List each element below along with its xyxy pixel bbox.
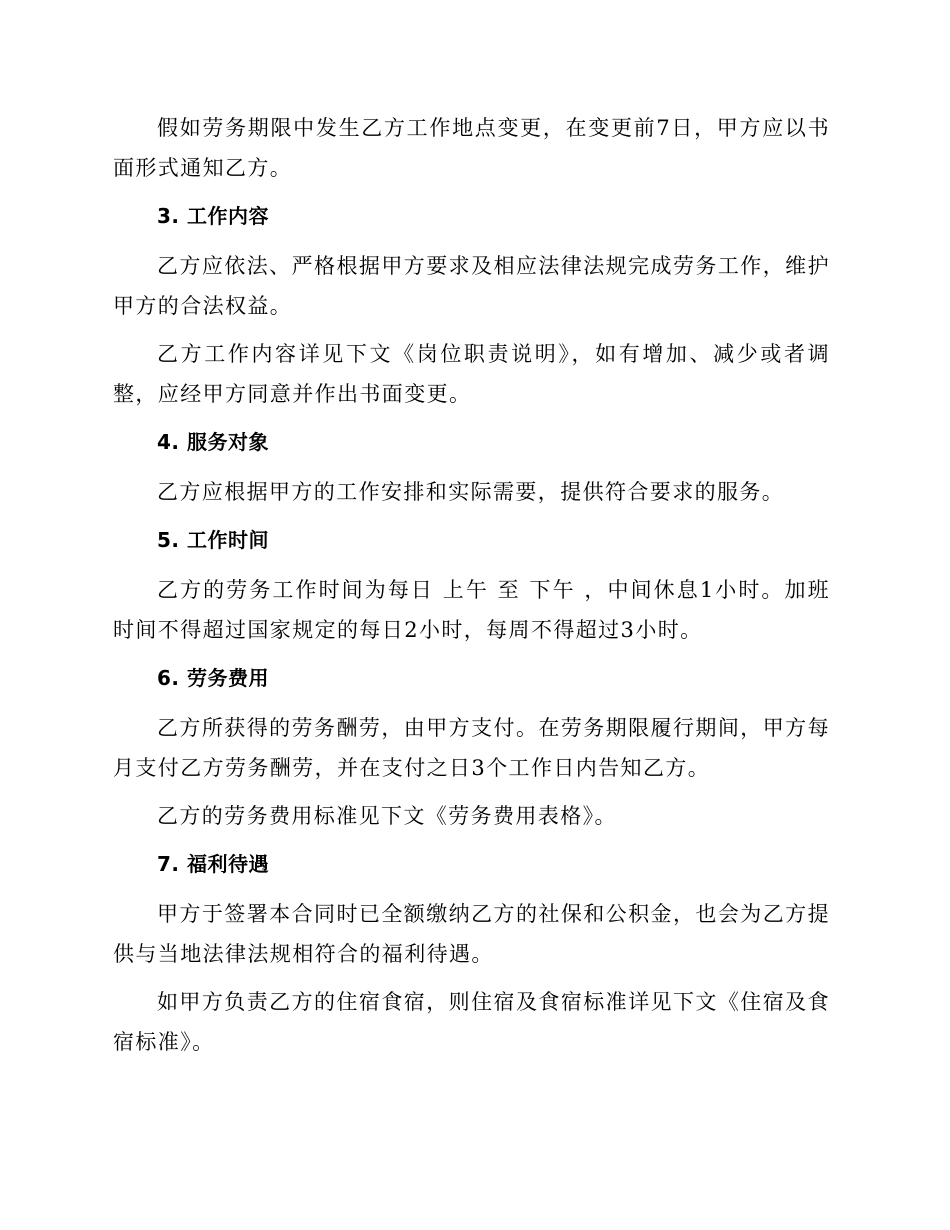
section-heading-work-hours: 5. 工作时间 (157, 528, 269, 552)
paragraph-labor-fees-2: 乙方的劳务费用标准见下文《劳务费用表格》。 (157, 804, 617, 828)
section-heading-benefits: 7. 福利待遇 (157, 852, 269, 876)
paragraph-work-hours: 乙方的劳务工作时间为每日 上午 至 下午 ，中间休息1小时。加班时间不得超过国家规定的每日2小时，每周不得超过3小时。 (113, 578, 830, 642)
paragraph-location-change: 假如劳务期限中发生乙方工作地点变更，在变更前7日，甲方应以书面形式通知乙方。 (113, 116, 830, 180)
paragraph-benefits-1: 甲方于签署本合同时已全额缴纳乙方的社保和公积金，也会为乙方提供与当地法律法规相符合的福利待遇。 (113, 902, 830, 966)
paragraph-benefits-2: 如甲方负责乙方的住宿食宿，则住宿及食宿标准详见下文《住宿及食宿标准》。 (113, 990, 830, 1054)
paragraph-service-target: 乙方应根据甲方的工作安排和实际需要，提供符合要求的服务。 (157, 480, 785, 504)
section-heading-labor-fees: 6. 劳务费用 (157, 666, 269, 690)
paragraph-work-content-2: 乙方工作内容详见下文《岗位职责说明》，如有增加、减少或者调整，应经甲方同意并作出书面变更。 (113, 342, 830, 406)
paragraph-work-content-1: 乙方应依法、严格根据甲方要求及相应法律法规完成劳务工作，维护甲方的合法权益。 (113, 254, 830, 318)
section-heading-service-target: 4. 服务对象 (157, 430, 269, 454)
section-heading-work-content: 3. 工作内容 (157, 204, 269, 228)
paragraph-labor-fees-1: 乙方所获得的劳务酬劳，由甲方支付。在劳务期限履行期间，甲方每月支付乙方劳务酬劳，并在支付之日3个工作日内告知乙方。 (113, 716, 830, 780)
